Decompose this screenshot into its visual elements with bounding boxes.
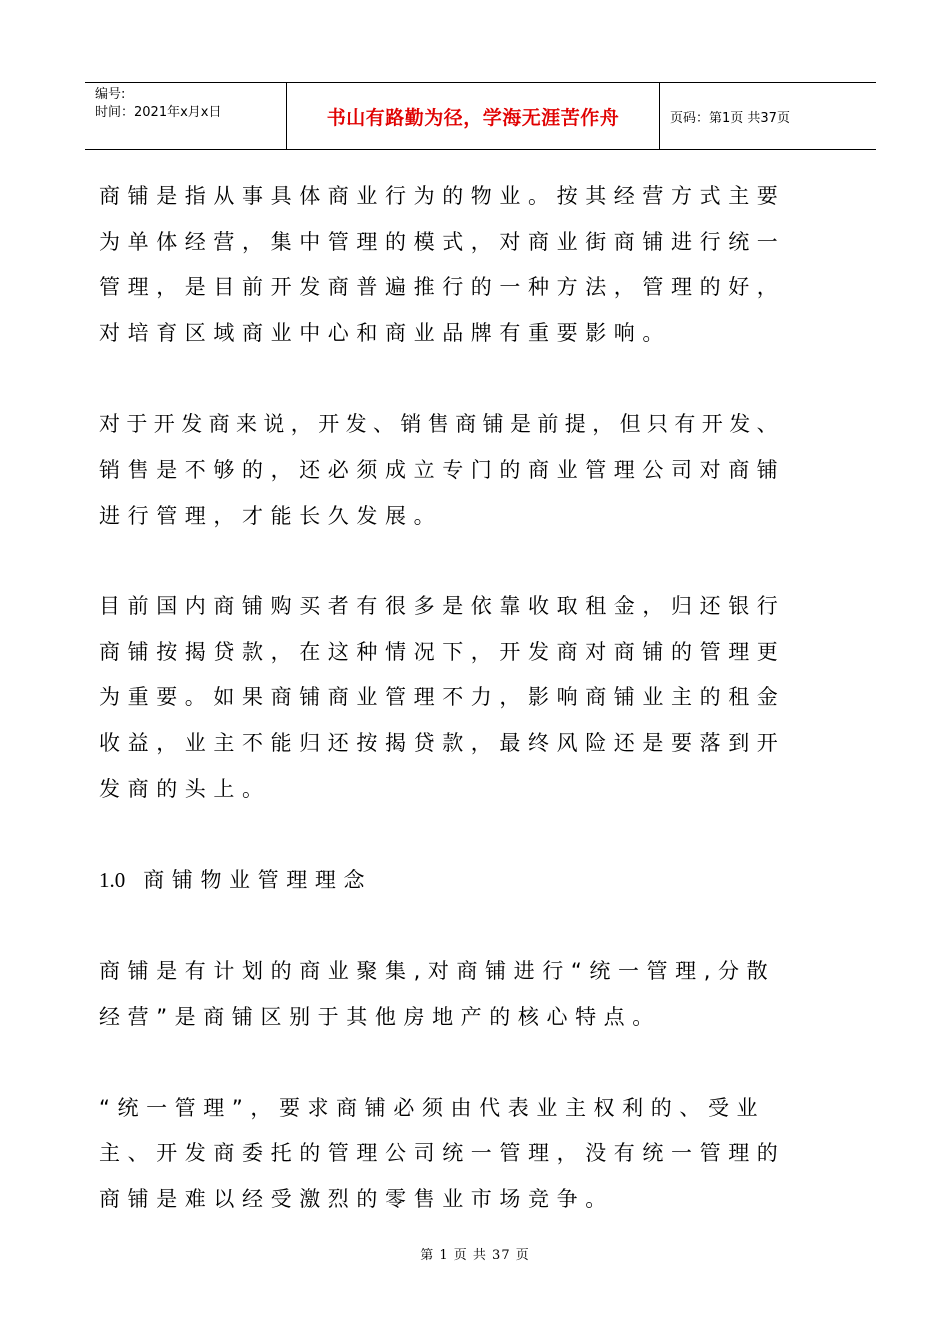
paragraph-line: 对于开发商来说，开发、销售商铺是前提，但只有开发、	[99, 412, 784, 436]
page-header	[85, 82, 876, 150]
paragraph-line: 主、开发商委托的管理公司统一管理，没有统一管理的	[99, 1141, 786, 1165]
paragraph-line: 经营”是商铺区别于其他房地产的核心特点。	[99, 1005, 661, 1029]
paragraph-line: 为重要。如果商铺商业管理不力，影响商铺业主的租金	[99, 685, 786, 709]
paragraph-line: 为单体经营，集中管理的模式，对商业街商铺进行统一	[99, 230, 786, 254]
motto-text: 书山有路勤为径，学海无涯苦作舟	[326, 106, 620, 129]
paragraph-line: 收益，业主不能归还按揭贷款，最终风险还是要落到开	[99, 731, 786, 755]
paragraph-line: 目前国内商铺购买者有很多是依靠收取租金，归还银行	[99, 594, 786, 618]
heading-text: 商铺物业管理理念	[143, 868, 373, 892]
header-left-cell	[85, 83, 287, 149]
header-page-cell	[660, 83, 876, 149]
serial-label: 编号:	[95, 87, 126, 102]
heading-number: 1.0	[99, 868, 126, 892]
time-label: 时间：2021年x月x日	[95, 105, 222, 120]
paragraph-line: 销售是不够的，还必须成立专门的商业管理公司对商铺	[99, 458, 786, 482]
page-info: 页码：第1页 共37页	[670, 110, 790, 126]
section-heading	[99, 865, 859, 895]
paragraph-line: 对培育区域商业中心和商业品牌有重要影响。	[99, 321, 671, 345]
page-footer: 第 1 页 共 37 页	[420, 1248, 530, 1263]
paragraph-line: 管理，是目前开发商普遍推行的一种方法，管理的好，	[99, 275, 786, 299]
paragraph-line: 商铺按揭贷款，在这种情况下，开发商对商铺的管理更	[99, 640, 786, 664]
header-motto-cell	[287, 83, 660, 149]
paragraph-line: 商铺是难以经受激烈的零售业市场竞争。	[99, 1187, 614, 1211]
paragraph-line: “统一管理”，要求商铺必须由代表业主权利的、受业	[99, 1096, 766, 1120]
paragraph-line: 商铺是指从事具体商业行为的物业。按其经营方式主要	[99, 184, 786, 208]
paragraph-line: 进行管理，才能长久发展。	[99, 504, 443, 528]
paragraph-line: 商铺是有计划的商业聚集,对商铺进行“统一管理,分散	[99, 959, 776, 983]
paragraph-line: 发商的头上。	[99, 777, 271, 801]
